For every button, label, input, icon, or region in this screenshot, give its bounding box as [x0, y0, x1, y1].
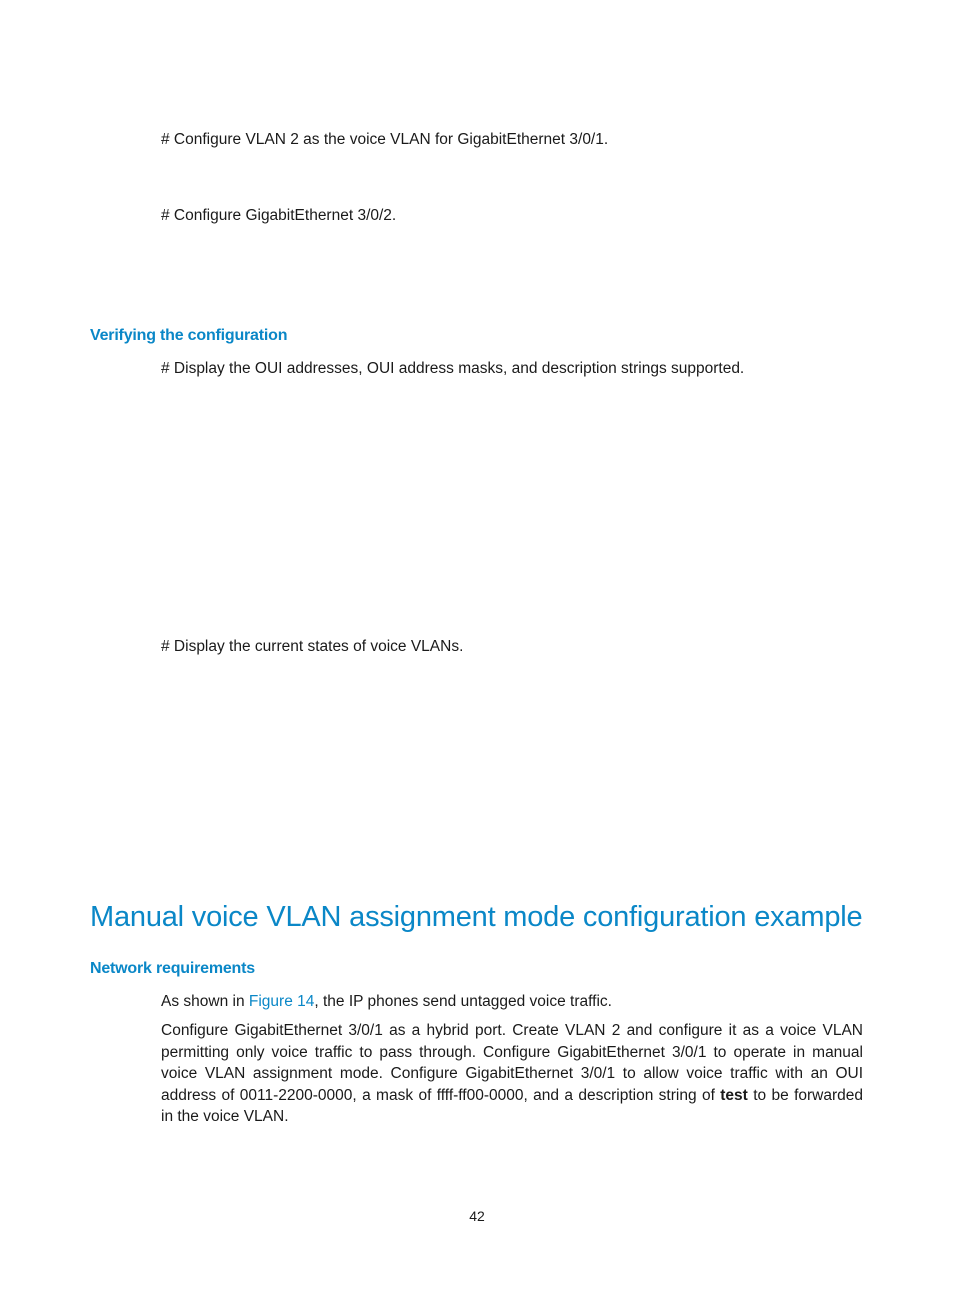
requirements-paragraph — [161, 1020, 863, 1128]
step-display-states: # Display the current states of voice VLANs. — [161, 638, 464, 655]
intro-suffix: , the IP phones send untagged voice traffic. — [314, 993, 612, 1010]
section-title: Manual voice VLAN assignment mode configuration example — [90, 901, 863, 933]
figure-link[interactable]: Figure 14 — [248, 993, 315, 1010]
requirements-text-end: to be forwarded in the voice VLAN. — [161, 1086, 864, 1125]
page-number: 42 — [469, 1208, 485, 1224]
step-configure-vlan2: # Configure VLAN 2 as the voice VLAN for GigabitEthernet 3/0/1. — [161, 131, 609, 148]
step-configure-ge302: # Configure GigabitEthernet 3/0/2. — [161, 207, 397, 224]
intro-paragraph — [161, 991, 612, 1012]
requirements-text: Configure GigabitEthernet 3/0/1 as a hybrid port. Create VLAN 2 and configure it as a voice VLAN permitting only voice traffic to pass through. Configure GigabitEthernet 3/0/1 to operate in manual voice VLAN assignment mode. Configure GigabitEthernet 3/0/1 to allow voice traffic with an OUI address of 0011-2200-0000, a mask of ffff-ff00-0000, and a description string of — [161, 1022, 863, 1104]
intro-prefix: As shown in — [161, 993, 249, 1010]
description-string-keyword: test — [720, 1086, 748, 1104]
step-display-oui: # Display the OUI addresses, OUI address masks, and description strings supported. — [161, 360, 745, 377]
heading-verifying-configuration: Verifying the configuration — [90, 327, 288, 344]
heading-network-requirements: Network requirements — [90, 960, 255, 977]
